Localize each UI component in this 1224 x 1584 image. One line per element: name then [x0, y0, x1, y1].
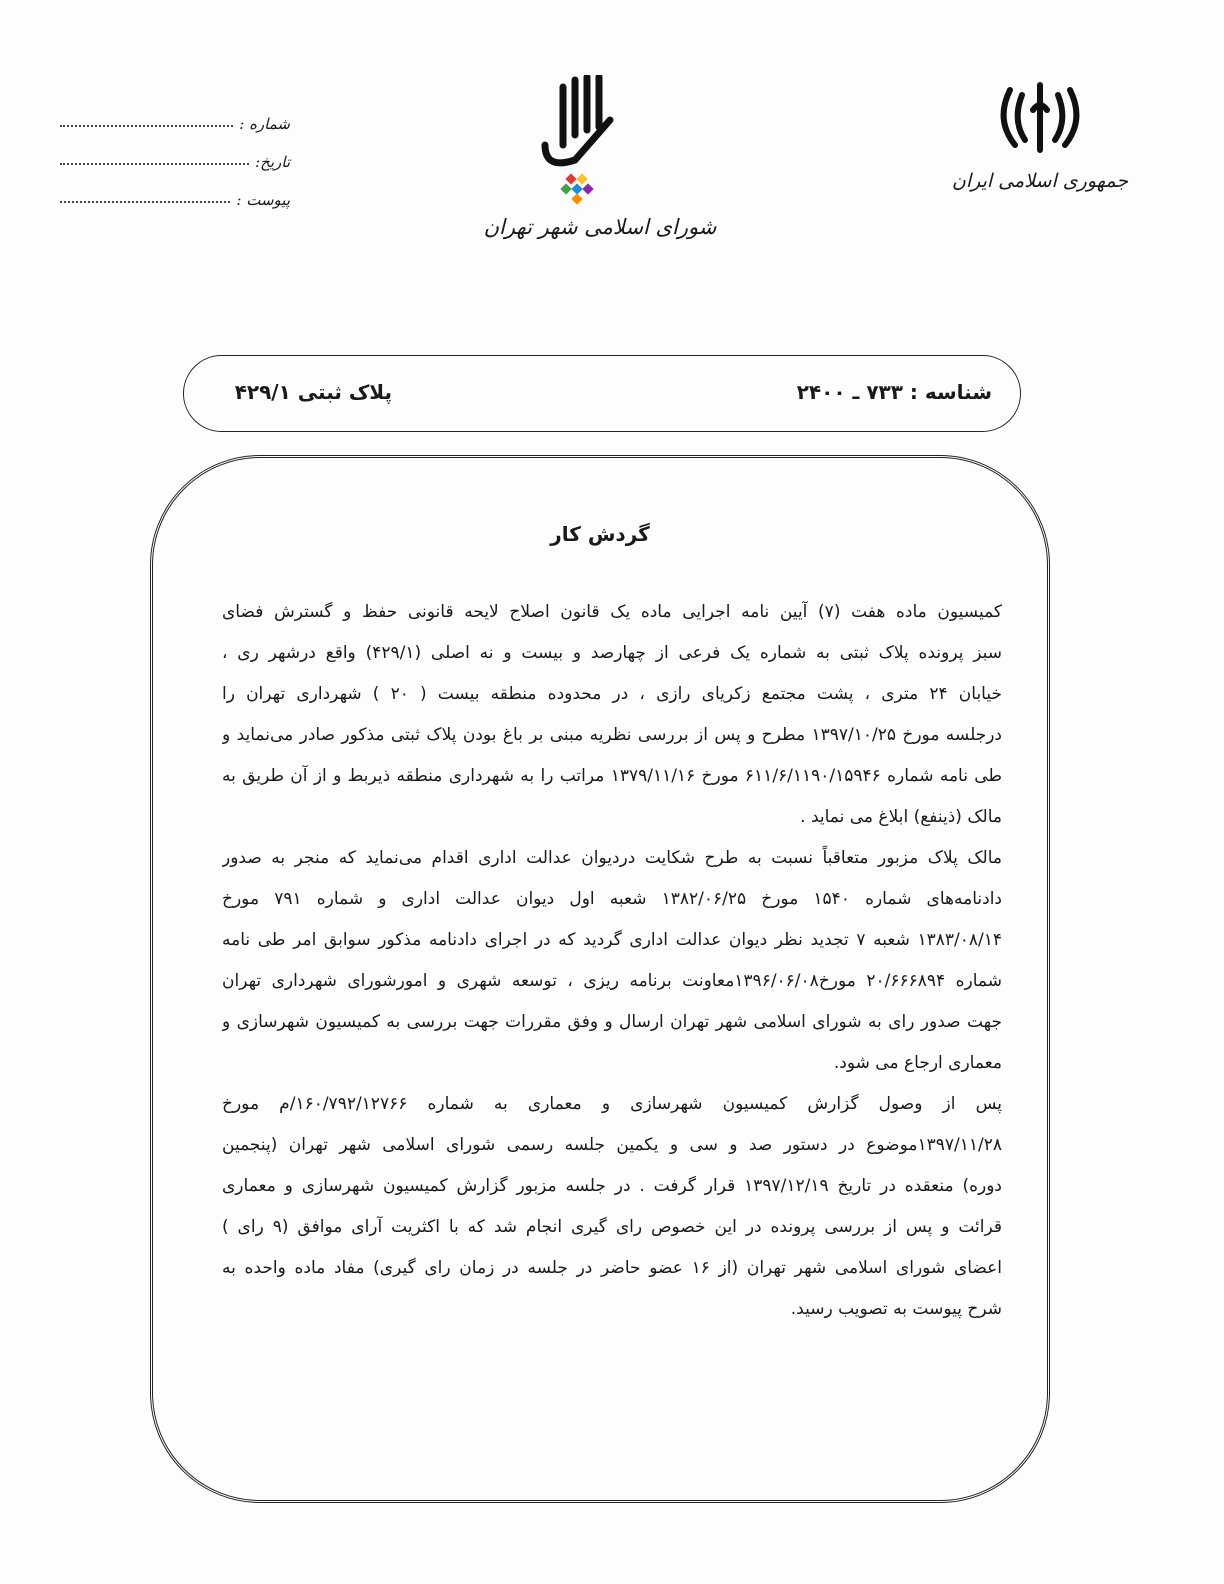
date-field	[60, 133, 290, 171]
text-line: سبز پرونده پلاک ثبتی به شماره یک فرعی از چهارصد و بیست و نه اصلی (۴۲۹/۱) واقع درشهر ری ،	[222, 643, 1002, 663]
text-line: دوره) منعقده در تاریخ ۱۳۹۷/۱۲/۱۹ قرار گرفت . در جلسه مزبور گزارش کمیسیون شهرسازی و معماری	[222, 1176, 1002, 1196]
text-line: طی نامه شماره ۶۱۱/۶/۱۱۹۰/۱۵۹۴۶ مورخ ۱۳۷۹/۱۱/۱۶ مراتب را به شهرداری منطقه ذیربط و از آن طریق به	[222, 766, 1002, 786]
tehran-council-logo-icon	[535, 75, 615, 215]
text-line: دادنامه‌های شماره ۱۵۴۰ مورخ ۱۳۸۲/۰۶/۲۵ شعبه اول دیوان عدالت اداری و شماره ۷۹۱ مورخ	[222, 889, 1002, 909]
document-title: گردش کار	[550, 522, 650, 546]
text-line: قرائت و پس از بررسی پرونده در این خصوص رای گیری انجام شد که با اکثریت آرای موافق (۹ رای )	[222, 1217, 1002, 1237]
dotted-line	[60, 124, 233, 127]
text-line: اعضای شورای اسلامی شهر تهران (از ۱۶ عضو حاضر در جلسه در زمان رای گیری) مفاد ماده واحده به	[222, 1258, 1002, 1278]
council-name: شورای اسلامی شهر تهران	[483, 215, 717, 239]
attachment-field	[60, 171, 290, 209]
dotted-line	[60, 162, 249, 165]
number-field	[60, 95, 290, 133]
text-line: ۱۳۹۷/۱۱/۲۸موضوع در دستور صد و سی و یکمین جلسه رسمی شورای اسلامی شهر تهران (پنجمین	[222, 1135, 1002, 1155]
text-line: شرح پیوست به تصویب رسید.	[790, 1299, 1002, 1319]
text-line: معماری ارجاع می شود.	[833, 1053, 1002, 1073]
attachment-label: پیوست :	[236, 191, 290, 209]
number-label: شماره :	[239, 115, 290, 133]
identifier-box	[183, 355, 1021, 432]
text-line: شماره ۲۰/۶۶۶۸۹۴ مورخ۱۳۹۶/۰۶/۰۸معاونت برنامه ریزی ، توسعه شهری و امورشورای شهرداری تهران	[222, 971, 1002, 991]
case-id: شناسه : ۷۳۳ ـ ۲۴۰۰	[796, 380, 992, 404]
text-line: خیابان ۲۴ متری ، پشت مجتمع زکریای رازی ، در محدوده منطقه بیست ( ۲۰ ) شهرداری تهران را	[222, 684, 1002, 704]
registration-plate: پلاک ثبتی ۴۲۹/۱	[234, 380, 392, 404]
country-name: جمهوری اسلامی ایران	[951, 170, 1129, 192]
text-line: ۱۳۸۳/۰۸/۱۴ شعبه ۷ تجدید نظر دیوان عدالت اداری گردید که در اجرای دادنامه مذکور سوابق امر طی نامه	[222, 930, 1002, 950]
text-line: مالک پلاک مزبور متعاقباً نسبت به طرح شکایت دردیوان عدالت اداری اقدام می‌نماید که منجر به صدور	[222, 848, 1002, 868]
reference-fields	[60, 95, 290, 209]
document-body	[222, 592, 1002, 1330]
text-line: مالک (ذینفع) ابلاغ می نماید .	[800, 807, 1002, 827]
text-line: کمیسیون ماده هفت (۷) آیین نامه اجرایی ماده یک قانون اصلاح لایحه قانونی حفظ و گسترش فضای	[222, 602, 1002, 622]
text-line: درجلسه مورخ ۱۳۹۷/۱۰/۲۵ مطرح و پس از بررسی نظریه مبنی بر باغ بودن پلاک ثبتی مذکور صادر می‌نماید و	[222, 725, 1002, 745]
dotted-line	[60, 200, 230, 203]
iran-emblem-icon	[990, 80, 1090, 160]
text-line: جهت صدور رای به شورای اسلامی شهر تهران ارسال و وفق مقررات جهت بررسی به کمیسیون شهرسازی و	[222, 1012, 1002, 1032]
date-label: تاریخ:	[255, 153, 290, 171]
text-line: پس از وصول گزارش کمیسیون شهرسازی و معماری به شماره ۱۶۰/۷۹۲/۱۲۷۶۶/م مورخ	[222, 1094, 1002, 1114]
